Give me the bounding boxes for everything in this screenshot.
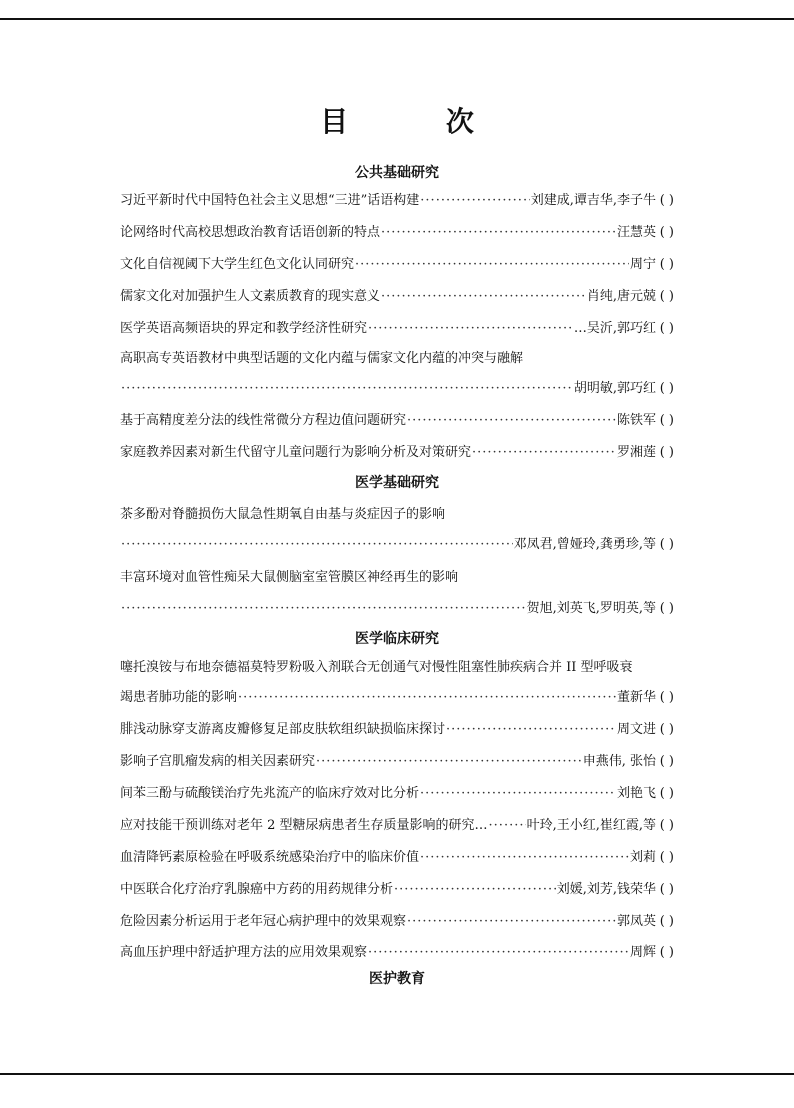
toc-entry[interactable] <box>120 188 674 208</box>
entry-authors: 肖纯,唐元兢 <box>586 289 656 304</box>
entry-authors: 刘媛,刘芳,钱荣华 <box>556 882 656 897</box>
entry-title: 论网络时代高校思想政治教育话语创新的特点 <box>120 225 381 240</box>
entry-authors: 申燕伟, 张怡 <box>582 754 656 769</box>
dot-leader <box>420 193 529 208</box>
toc-entry[interactable] <box>120 845 674 865</box>
entry-page: ( ) <box>659 945 674 960</box>
entry-authors: 叶玲,王小红,崔红霞,等 <box>526 818 656 833</box>
entry-page: ( ) <box>659 289 674 304</box>
section-heading: 医护教育 <box>369 971 425 987</box>
dot-leader <box>407 914 616 929</box>
dot-leader <box>446 722 616 737</box>
entry-title: 危险因素分析运用于老年冠心病护理中的效果观察 <box>120 914 407 929</box>
entry-authors: 刘建成,谭吉华,李子牛 <box>530 193 656 208</box>
toc-entry[interactable] <box>120 376 674 396</box>
entry-title: 医学英语高频语块的界定和教学经济性研究 <box>120 321 368 336</box>
bottom-rule <box>0 1073 794 1075</box>
entry-page: ( ) <box>659 225 674 240</box>
toc-entry[interactable] <box>120 596 674 616</box>
entry-title-long[interactable]: 噻托溴铵与布地奈德福莫特罗粉吸入剂联合无创通气对慢性阻塞性肺疾病合并 II 型呼吸衰 <box>120 660 633 675</box>
entry-page: ( ) <box>659 850 674 865</box>
dot-leader <box>368 945 629 960</box>
entry-title-long[interactable]: 高职高专英语教材中典型话题的文化内蕴与儒家文化内蕴的冲突与融解 <box>120 351 524 366</box>
dot-leader <box>394 882 556 897</box>
entry-page: ( ) <box>659 193 674 208</box>
entry-title: 中医联合化疗治疗乳腺癌中方药的用药规律分析 <box>120 882 394 897</box>
toc-entry[interactable] <box>120 316 674 336</box>
entry-authors: …吴沂,郭巧红 <box>573 321 656 336</box>
entry-page: ( ) <box>659 321 674 336</box>
dot-leader <box>489 818 526 833</box>
entry-authors: 贺旭,刘英飞,罗明英,等 <box>526 601 656 616</box>
entry-authors: 刘艳飞 <box>616 786 656 801</box>
top-rule <box>0 18 794 20</box>
toc-entry[interactable] <box>120 749 674 769</box>
dot-leader <box>121 537 513 552</box>
entry-authors: 邓凤君,曾娅玲,龚勇珍,等 <box>513 537 656 552</box>
dot-leader <box>316 754 582 769</box>
entry-authors: 郭凤英 <box>616 914 656 929</box>
entry-title: 腓浅动脉穿支游离皮瓣修复足部皮肤软组织缺损临床探讨 <box>120 722 446 737</box>
page-title: 目 次 <box>320 105 518 138</box>
dot-leader <box>420 850 629 865</box>
entry-page: ( ) <box>659 381 674 396</box>
toc-entry[interactable] <box>120 813 674 833</box>
toc-entry[interactable] <box>120 532 674 552</box>
entry-page: ( ) <box>659 754 674 769</box>
entry-title-long[interactable]: 丰富环境对血管性痴呆大鼠侧脑室室管膜区神经再生的影响 <box>120 570 459 585</box>
entry-authors: 董新华 <box>616 690 656 705</box>
entry-authors: 刘莉 <box>629 850 656 865</box>
entry-title: 习近平新时代中国特色社会主义思想“三进”话语构建 <box>120 193 420 208</box>
toc-entry[interactable] <box>120 717 674 737</box>
toc-entry[interactable] <box>120 440 674 460</box>
entry-title-long[interactable]: 茶多酚对脊髓损伤大鼠急性期氧自由基与炎症因子的影响 <box>120 507 446 522</box>
section-heading: 公共基础研究 <box>355 165 439 181</box>
dot-leader <box>472 445 616 460</box>
dot-leader <box>381 289 586 304</box>
dot-leader <box>381 225 616 240</box>
entry-title: 应对技能干预训练对老年 2 型糖尿病患者生存质量影响的研究… <box>120 818 488 833</box>
dot-leader <box>121 601 526 616</box>
entry-page: ( ) <box>659 690 674 705</box>
entry-page: ( ) <box>659 445 674 460</box>
dot-leader <box>238 690 616 705</box>
toc-entry[interactable] <box>120 940 674 960</box>
entry-authors: 胡明敏,郭巧红 <box>573 381 656 396</box>
toc-entry[interactable] <box>120 685 674 705</box>
toc-entry[interactable] <box>120 909 674 929</box>
entry-page: ( ) <box>659 601 674 616</box>
entry-title: 高血压护理中舒适护理方法的应用效果观察 <box>120 945 368 960</box>
dot-leader <box>420 786 616 801</box>
toc-entry[interactable] <box>120 877 674 897</box>
entry-title: 文化自信视阈下大学生红色文化认同研究 <box>120 257 355 272</box>
toc-entry[interactable] <box>120 781 674 801</box>
entry-title: 血清降钙素原检验在呼吸系统感染治疗中的临床价值 <box>120 850 420 865</box>
entry-authors: 罗湘莲 <box>616 445 656 460</box>
section-heading: 医学基础研究 <box>355 475 439 491</box>
entry-authors: 周辉 <box>629 945 656 960</box>
entry-page: ( ) <box>659 257 674 272</box>
entry-page: ( ) <box>659 882 674 897</box>
entry-title: 基于高精度差分法的线性常微分方程边值问题研究 <box>120 413 407 428</box>
entry-page: ( ) <box>659 537 674 552</box>
toc-entry[interactable] <box>120 408 674 428</box>
dot-leader <box>368 321 573 336</box>
entry-title: 间苯三酚与硫酸镁治疗先兆流产的临床疗效对比分析 <box>120 786 420 801</box>
toc-entry[interactable] <box>120 252 674 272</box>
entry-authors: 周宁 <box>629 257 656 272</box>
entry-page: ( ) <box>659 413 674 428</box>
entry-page: ( ) <box>659 818 674 833</box>
dot-leader <box>355 257 629 272</box>
toc-entry[interactable] <box>120 220 674 240</box>
entry-page: ( ) <box>659 722 674 737</box>
dot-leader <box>407 413 616 428</box>
entry-title: 儒家文化对加强护生人文素质教育的现实意义 <box>120 289 381 304</box>
entry-authors: 汪慧英 <box>616 225 656 240</box>
entry-title: 家庭教养因素对新生代留守儿童问题行为影响分析及对策研究 <box>120 445 472 460</box>
dot-leader <box>121 381 573 396</box>
entry-title: 影响子宫肌瘤发病的相关因素研究 <box>120 754 316 769</box>
entry-page: ( ) <box>659 786 674 801</box>
section-heading: 医学临床研究 <box>355 631 439 647</box>
entry-page: ( ) <box>659 914 674 929</box>
entry-authors: 周文进 <box>616 722 656 737</box>
entry-title: 竭患者肺功能的影响 <box>120 690 238 705</box>
entry-authors: 陈铁军 <box>616 413 656 428</box>
toc-entry[interactable] <box>120 284 674 304</box>
